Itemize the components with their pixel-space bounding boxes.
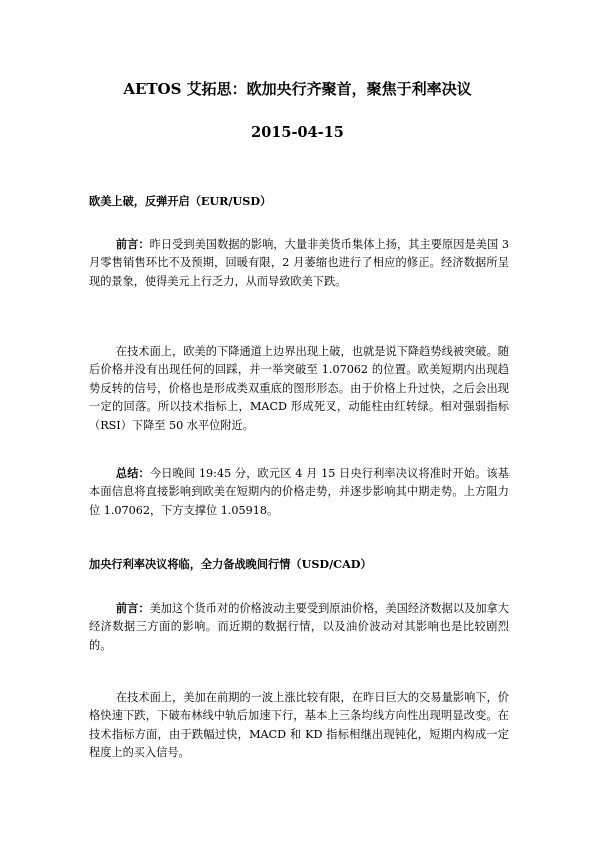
paragraph-lead: 前言： — [115, 237, 150, 251]
paragraph-lead: 前言： — [115, 601, 150, 615]
paragraph-usdcad-technical — [89, 689, 509, 763]
paragraph-lead: 总结： — [115, 466, 150, 480]
paragraph-eurusd-technical — [89, 343, 509, 435]
paragraph-text: 美加这个货币对的价格波动主要受到原油价格，美国经济数据以及加拿大经济数据三方面的影响。而近期的数据行情，以及油价波动对其影响也是比较剧烈的。 — [89, 602, 509, 652]
section-heading-eurusd: 欧美上破，反弹开启（EUR/USD） — [89, 194, 272, 208]
document-title: AETOS 艾拓思：欧加央行齐聚首，聚焦于利率决议 — [123, 80, 472, 98]
paragraph-text: 在技术面上，美加在前期的一波上涨比较有限，在昨日巨大的交易量影响下，价格快速下跌，下破布林线中轨后加速下行，基本上三条均线方向性出现明显改变。在技术指标方面，由于跌幅过快，MACD 和 KD 指标相继出现钝化，短期内构成一定程度上的买入信号。 — [89, 691, 509, 760]
paragraph-text: 今日晚间 19:45 分，欧元区 4 月 15 日央行利率决议将准时开始。该基本面信息将直接影响到欧美在短期内的价格走势，并逐步影响其中期走势。上方阻力位 1.07062，下方支撑位 1.05918。 — [89, 467, 509, 517]
paragraph-text: 在技术面上，欧美的下降通道上边界出现上破，也就是说下降趋势线被突破。随后价格并没有出现任何的回踩，并一举突破至 1.07062 的位置。欧美短期内出现趋势反转的信号，价格也是形成类双重底的图形形态。由于价格上升过快，之后会出现一定的回落。所以技术指标上，MACD 形成死叉，动能柱由红转绿。相对强弱指标（RSI）下降至 50 水平位附近。 — [89, 345, 509, 432]
paragraph-text: 昨日受到美国数据的影响，大量非美货币集体上扬，其主要原因是美国 3 月零售销售环比不及预期，回暖有限，2 月萎缩也进行了相应的修正。经济数据所呈现的景象，使得美元上行乏力，从而导致欧美下跌。 — [89, 238, 509, 288]
paragraph-eurusd-summary — [89, 464, 509, 520]
section-heading-usdcad: 加央行利率决议将临，全力备战晚间行情（USD/CAD） — [89, 557, 372, 571]
paragraph-usdcad-preface — [89, 599, 509, 655]
document-date: 2015-04-15 — [251, 124, 344, 141]
paragraph-eurusd-preface — [89, 235, 509, 291]
